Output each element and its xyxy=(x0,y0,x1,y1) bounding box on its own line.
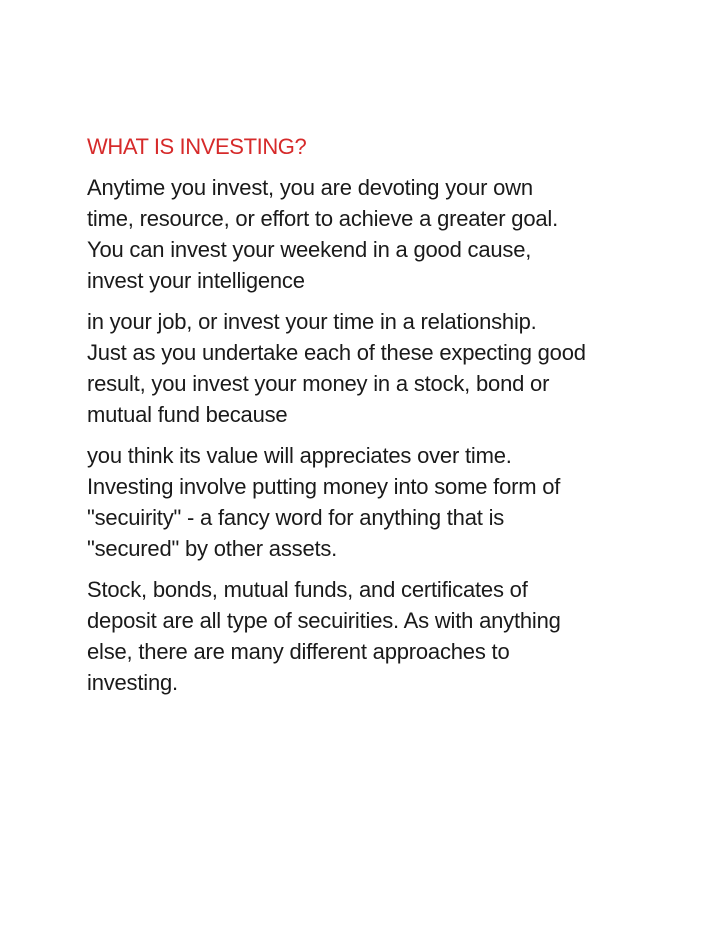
paragraph-line: Just as you undertake each of these expecting good xyxy=(87,340,586,365)
paragraph-line: You can invest your weekend in a good cause, xyxy=(87,237,532,262)
paragraph-1 xyxy=(87,172,667,296)
paragraph-line: "secuirity" - a fancy word for anything that is xyxy=(87,505,505,530)
paragraph-line: invest your intelligence xyxy=(87,268,305,293)
document-heading: WHAT IS INVESTING? xyxy=(87,134,307,159)
paragraph-line: mutual fund because xyxy=(87,402,288,427)
paragraph-line: "secured" by other assets. xyxy=(87,536,338,561)
paragraph-line: else, there are many different approaches to xyxy=(87,639,510,664)
paragraph-line: Investing involve putting money into some form of xyxy=(87,474,561,499)
paragraph-line: in your job, or invest your time in a relationship. xyxy=(87,309,537,334)
paragraph-line: Anytime you invest, you are devoting your own xyxy=(87,175,533,200)
paragraph-line: time, resource, or effort to achieve a greater goal. xyxy=(87,206,559,231)
paragraph-2 xyxy=(87,306,667,430)
paragraph-4 xyxy=(87,574,667,698)
paragraph-line: result, you invest your money in a stock, bond or xyxy=(87,371,550,396)
paragraph-3 xyxy=(87,440,667,564)
document-content xyxy=(87,131,667,708)
paragraph-line: investing. xyxy=(87,670,178,695)
paragraph-line: Stock, bonds, mutual funds, and certificates of xyxy=(87,577,528,602)
paragraph-line: you think its value will appreciates over time. xyxy=(87,443,512,468)
paragraph-line: deposit are all type of secuirities. As with anything xyxy=(87,608,561,633)
